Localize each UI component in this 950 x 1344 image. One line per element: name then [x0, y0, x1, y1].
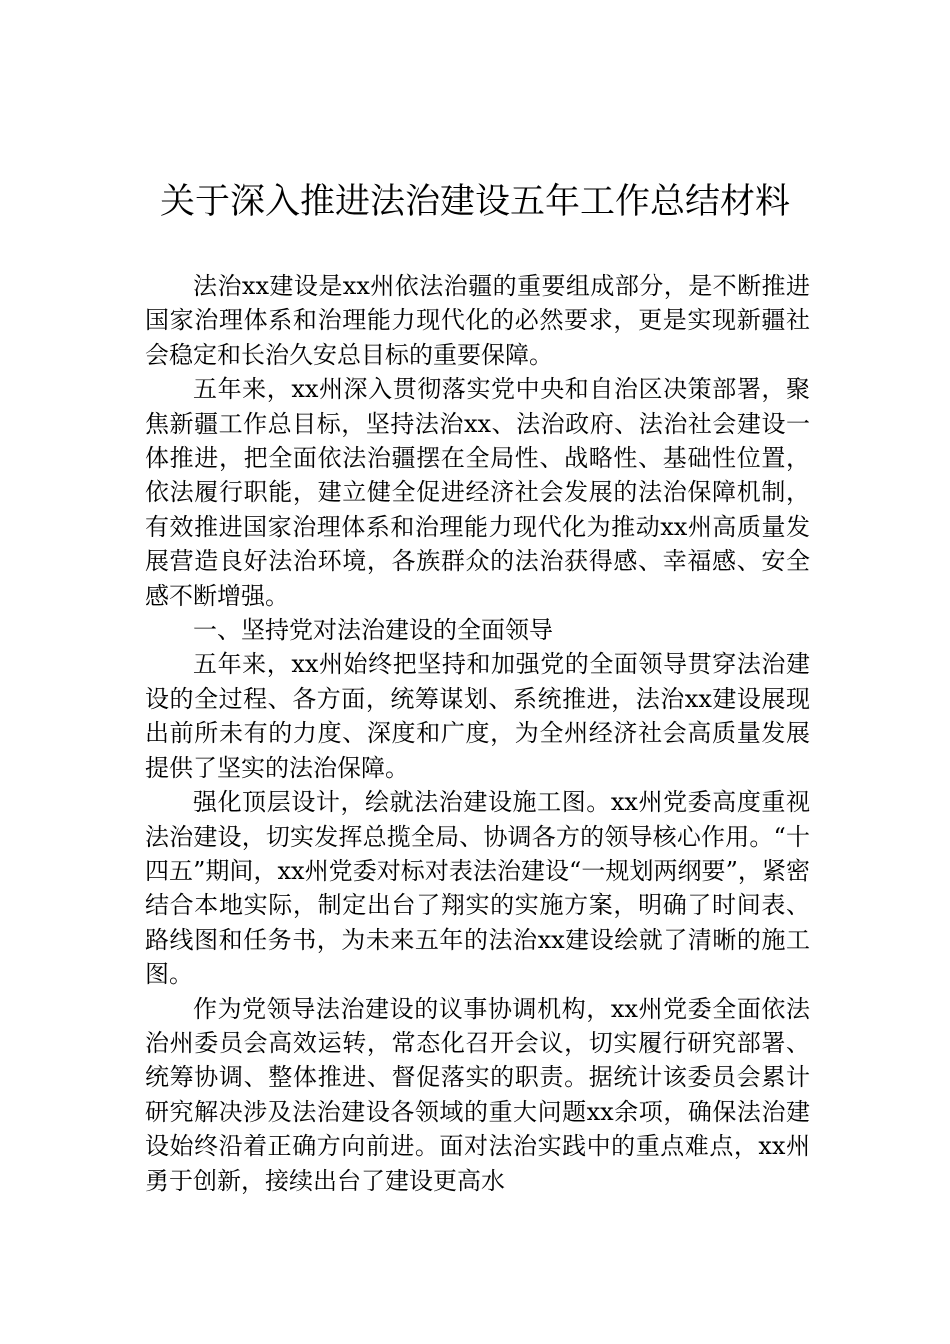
section-heading: 一、坚持党对法治建设的全面领导 — [193, 616, 553, 645]
document-body — [145, 269, 810, 1198]
section-paragraph: 强化顶层设计，绘就法治建设施工图。xx州党委高度重视法治建设，切实发挥总揽全局、协调各方的领导核心作用。“十四五”期间，xx州党委对标对表法治建设“一规划两纲要”，紧密结合本地实际，制定出台了翔实的实施方案，明确了时间表、路线图和任务书，为未来五年的法治xx建设绘就了清晰的施工图。 — [145, 788, 810, 989]
section-paragraph: 五年来，xx州始终把坚持和加强党的全面领导贯穿法治建设的全过程、各方面，统筹谋划、系统推进，法治xx建设展现出前所未有的力度、深度和广度，为全州经济社会高质量发展提供了坚实的法治保障。 — [145, 650, 810, 782]
intro-paragraph: 法治xx建设是xx州依法治疆的重要组成部分，是不断推进国家治理体系和治理能力现代化的必然要求，更是实现新疆社会稳定和长治久安总目标的重要保障。 — [145, 272, 810, 369]
overview-paragraph: 五年来，xx州深入贯彻落实党中央和自治区决策部署，聚焦新疆工作总目标，坚持法治xx、法治政府、法治社会建设一体推进，把全面依法治疆摆在全局性、战略性、基础性位置，依法履行职能，建立健全促进经济社会发展的法治保障机制，有效推进国家治理体系和治理能力现代化为推动xx州高质量发展营造良好法治环境，各族群众的法治获得感、幸福感、安全感不断增强。 — [145, 375, 810, 610]
section-paragraph: 作为党领导法治建设的议事协调机构，xx州党委全面依法治州委员会高效运转，常态化召开会议，切实履行研究部署、统筹协调、整体推进、督促落实的职责。据统计该委员会累计研究解决涉及法治建设各领域的重大问题xx余项，确保法治建设始终沿着正确方向前进。面对法治实践中的重点难点，xx州勇于创新，接续出台了建设更高水 — [145, 994, 810, 1195]
document-title: 关于深入推进法治建设五年工作总结材料 — [159, 182, 790, 222]
